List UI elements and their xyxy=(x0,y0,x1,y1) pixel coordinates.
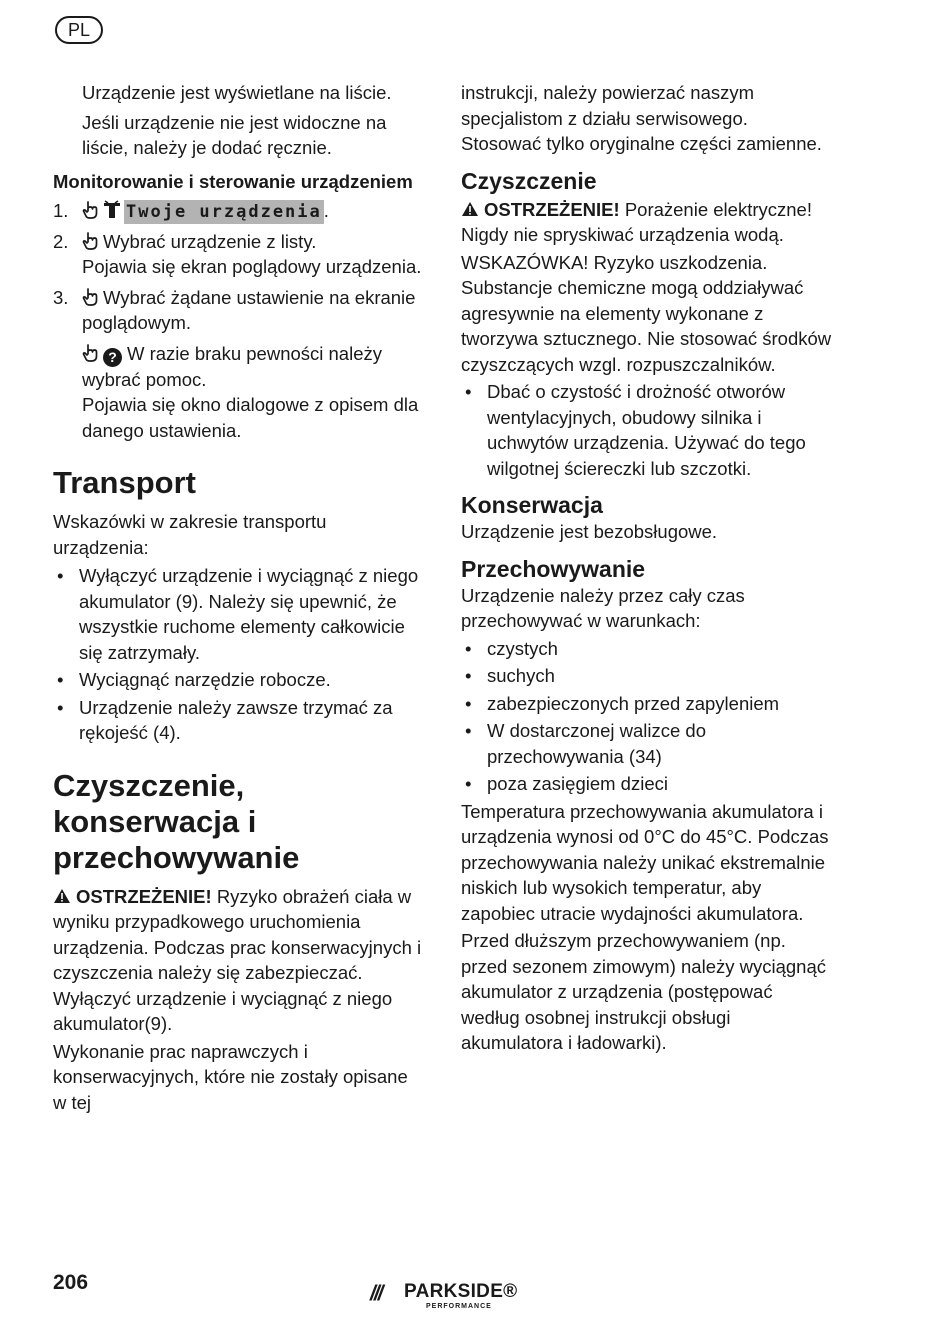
step-3-help-text: W razie braku pewności należy wybrać pomoc. xyxy=(82,342,382,390)
warning-triangle-icon xyxy=(461,201,479,217)
step-2 xyxy=(53,229,425,280)
warning-triangle-icon xyxy=(53,888,71,904)
warning-text: Ryzyko obrażeń ciała w wyniku przypadkowego uruchomienia urządzenia. Podczas prac konserwacyjnych i czyszczenia należy się zabezpieczać. Wyłączyć urządzenie i wyciągnąć z niego akumulator(9). xyxy=(53,885,422,1034)
intro-line-1: Urządzenie jest wyświetlane na liście. xyxy=(82,82,392,103)
help-icon: ? xyxy=(103,348,122,367)
storage-intro: Urządzenie należy przez cały czas przechowywać w warunkach: xyxy=(461,584,745,631)
left-column xyxy=(53,80,425,1115)
safety-warning xyxy=(53,884,425,1037)
list-item: • zabezpieczonych przed zapyleniem xyxy=(461,691,833,717)
hand-tap-icon xyxy=(82,343,99,363)
electric-warning-text: Porażenie elektryczne! Nigdy nie spryskiwać urządzenia wodą. xyxy=(461,198,812,245)
transport-list xyxy=(53,563,425,746)
right-column xyxy=(461,80,833,1056)
storage-list xyxy=(461,636,833,797)
step-number: 2. xyxy=(53,230,69,252)
list-item: • Urządzenie należy zawsze trzymać za rękojeść (4). xyxy=(53,695,425,746)
list-item: • Dbać o czystość i drożność otworów wentylacyjnych, obudowy silnika i uchwytów urządzenia. Używać do tego wilgotnej ściereczki lub szczotki. xyxy=(461,379,833,481)
screen-label-devices: Twoje urządzenia xyxy=(126,201,322,222)
maintenance-heading: Konserwacja xyxy=(461,492,603,518)
brand-logo xyxy=(370,1280,530,1314)
storage-long-term: Przed dłuższym przechowywaniem (np. przed sezonem zimowym) należy wyciągnąć akumulator z urządzenia (postępować według osobnej instrukcji obsługi akumulatora i ładowarki). xyxy=(461,930,826,1053)
transport-intro: Wskazówki w zakresie transportu urządzenia: xyxy=(53,511,327,558)
page-number: 206 xyxy=(53,1271,89,1294)
clean-section-title: Czyszczenie, konserwacja i przechowywanie xyxy=(53,767,300,875)
step-1-trail: . xyxy=(323,199,329,221)
step-1 xyxy=(53,198,425,224)
step-3-text: Wybrać żądane ustawienie na ekranie poglądowym. xyxy=(82,286,416,333)
step-number: 3. xyxy=(53,286,69,308)
hand-tap-icon xyxy=(82,200,99,220)
list-item: • Wyciągnąć narzędzie robocze. xyxy=(53,667,425,693)
monitor-heading: Monitorowanie i sterowanie urządzeniem xyxy=(53,170,413,192)
warning-label: OSTRZEŻENIE! xyxy=(76,885,212,907)
step-list xyxy=(53,198,425,444)
maintenance-text: Urządzenie jest bezobsługowe. xyxy=(461,521,718,542)
brand-subline: PERFORMANCE xyxy=(426,1303,492,1310)
list-item: • suchych xyxy=(461,663,833,689)
storage-heading: Przechowywanie xyxy=(461,555,646,582)
list-item: • W dostarczonej walizce do przechowywania (34) xyxy=(461,718,833,769)
step-number: 1. xyxy=(53,199,69,221)
storage-temperature: Temperatura przechowywania akumulatora i urządzenia wynosi od 0°C do 45°C. Podczas przechowywania należy unikać ekstremalnie niskich lub wysokich temperatur, aby zapobiec utracie wydajności akumulatora. xyxy=(461,800,829,924)
warning-label: OSTRZEŻENIE! xyxy=(484,198,620,220)
cleaning-heading: Czyszczenie xyxy=(461,167,597,194)
hand-tap-icon xyxy=(82,287,99,307)
electric-warning xyxy=(461,197,833,248)
step-2-note: Pojawia się ekran poglądowy urządzenia. xyxy=(82,256,422,277)
brand-slashes: /// xyxy=(370,1282,382,1305)
step-3-help xyxy=(82,341,425,393)
damage-hint: WSKAZÓWKA! Ryzyko uszkodzenia. Substancje chemiczne mogą oddziaływać agresywnie na elementy wykonane z tworzywa sztucznego. Nie stosować środków czyszczących wzgl. rozpuszczalników. xyxy=(461,251,832,375)
list-item: • czystych xyxy=(461,636,833,662)
step-3 xyxy=(53,285,425,444)
device-app-icon xyxy=(103,200,120,220)
transport-title: Transport xyxy=(53,465,196,500)
list-item: • Wyłączyć urządzenie i wyciągnąć z niego akumulator (9). Należy się upewnić, że wszystkie ruchome elementy całkowicie się zatrzymały. xyxy=(53,563,425,665)
language-badge: PL xyxy=(55,16,103,44)
hand-tap-icon xyxy=(82,231,99,251)
step-2-text: Wybrać urządzenie z listy. xyxy=(103,230,317,252)
brand-name: PARKSIDE® xyxy=(404,1281,518,1302)
repair-text: Wykonanie prac naprawczych i konserwacyjnych, które nie zostały opisane w tej xyxy=(53,1040,408,1113)
list-item: • poza zasięgiem dzieci xyxy=(461,771,833,797)
repair-text-continued: instrukcji, należy powierzać naszym specjalistom z działu serwisowego. Stosować tylko oryginalne części zamienne. xyxy=(461,82,822,154)
step-3-help-note: Pojawia się okno dialogowe z opisem dla danego ustawienia. xyxy=(82,394,419,441)
cleaning-list xyxy=(461,379,833,481)
intro-line-2: Jeśli urządzenie nie jest widoczne na liście, należy je dodać ręcznie. xyxy=(82,111,387,158)
